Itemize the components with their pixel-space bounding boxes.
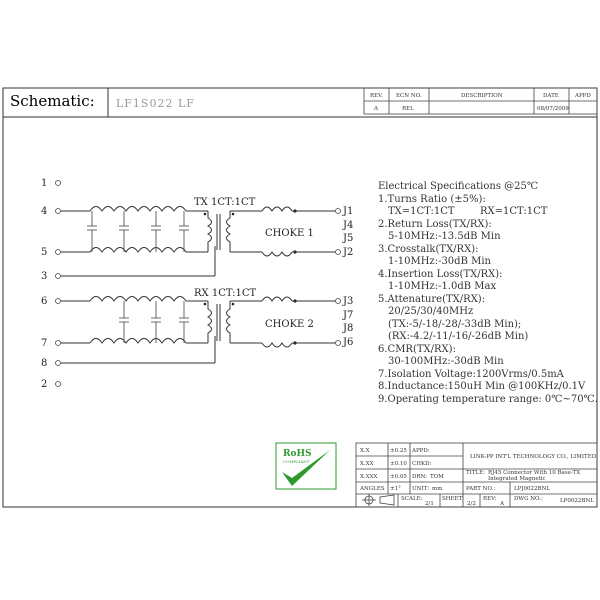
- spec-line: TX=1CT:1CT RX=1CT:1CT: [388, 206, 548, 217]
- jack-j3: J3: [343, 296, 354, 307]
- appd-header: APPD: [575, 93, 591, 99]
- spec-line: 6.CMR(TX/RX):: [378, 344, 456, 355]
- drn-field: DRN:: [412, 474, 428, 480]
- date-header: DATE: [543, 93, 559, 99]
- scale-field: SCALE:: [401, 496, 423, 502]
- pin-5: 5: [41, 247, 48, 258]
- jack-j4: J4: [343, 220, 354, 231]
- spec-line: (TX:-5/-18/-28/-33dB Min);: [388, 319, 522, 330]
- title-value-2: Integrated Magnetic: [488, 476, 546, 482]
- rohs-label: RoHS: [283, 449, 312, 459]
- rev-value: A: [374, 106, 378, 112]
- tol-x-label: X.X: [360, 448, 370, 454]
- jack-j5: J5: [343, 233, 354, 244]
- tx-ratio-label: TX 1CT:1CT: [194, 197, 256, 208]
- title-field: TITLE:: [466, 470, 486, 476]
- jack-j8: J8: [343, 323, 354, 334]
- angles-label: ANGLES: [360, 486, 385, 492]
- tol-xx-value: ±0.10: [390, 461, 407, 467]
- spec-line: 4.Insertion Loss(TX/RX):: [378, 269, 503, 280]
- tol-xxx-label: X.XXX: [360, 474, 378, 480]
- ecn-value: REL: [402, 106, 414, 112]
- pin-4: 4: [41, 206, 48, 217]
- tol-xxx-value: ±0.05: [390, 474, 407, 480]
- sheet-value: 2/2: [467, 501, 476, 507]
- jack-j2: J2: [343, 247, 354, 258]
- spec-line: 3.Crosstalk(TX/RX):: [378, 244, 479, 255]
- unit-field: UNIT:: [412, 486, 429, 492]
- circuit: [41, 178, 353, 390]
- pin-2: 2: [41, 379, 48, 390]
- pin-8: 8: [41, 358, 48, 369]
- appd-field: APPD:: [412, 448, 430, 454]
- spec-heading: Electrical Specifications @25℃: [378, 181, 539, 192]
- spec-line: 1.Turns Ratio (±5%):: [378, 194, 486, 205]
- rohs-badge: [276, 443, 336, 489]
- tol-x-value: ±0.25: [390, 448, 407, 454]
- spec-line: 7.Isolation Voltage:1200Vrms/0.5mA: [378, 369, 564, 380]
- spec-line: 1-10MHz:-30dB Min: [388, 256, 491, 267]
- electrical-specs: [378, 181, 598, 405]
- dwg-value: LP0022BNL: [560, 498, 594, 504]
- sheet-field: SHEET:: [442, 496, 464, 502]
- revision-table: [364, 88, 597, 114]
- pin-1: 1: [41, 178, 48, 189]
- scale-value: 2/1: [425, 501, 434, 507]
- jack-j7: J7: [343, 310, 354, 321]
- jack-j6: J6: [343, 337, 354, 348]
- chkd-field: CHKD:: [412, 461, 432, 467]
- rohs-sublabel: COMPLIANT: [283, 459, 310, 464]
- part-no-value: LPJ0022BNL: [514, 486, 551, 492]
- part-label: LF1S022 LF: [116, 97, 195, 110]
- pin-7: 7: [41, 338, 48, 349]
- pin-3: 3: [41, 271, 48, 282]
- date-value: 08/07/2009: [537, 106, 569, 112]
- title-value-1: RJ45 Connector With 10 Base-TX: [488, 470, 581, 476]
- spec-line: 9.Operating temperature range: 0℃~70℃.: [378, 394, 598, 405]
- description-header: DESCRIPTION: [461, 93, 503, 99]
- pin-6: 6: [41, 296, 48, 307]
- schematic-heading: Schematic:: [10, 92, 95, 110]
- choke2-label: CHOKE 2: [265, 319, 314, 330]
- rev-field: REV:: [483, 496, 497, 502]
- dwg-field: DWG NO.:: [514, 496, 543, 502]
- spec-line: 8.Inductance:150uH Min @100KHz/0.1V: [378, 381, 586, 392]
- spec-line: 2.Return Loss(TX/RX):: [378, 219, 492, 230]
- unit-value: mm: [432, 486, 443, 492]
- rev-field-value: A: [500, 501, 504, 507]
- company-name: LINK-PP INT'L TECHNOLOGY CO., LIMITED: [470, 454, 597, 460]
- rev-header: REV.: [370, 93, 383, 99]
- spec-line: 5.Attenature(TX/RX):: [378, 294, 486, 305]
- angles-value: ±1°: [390, 486, 401, 492]
- spec-line: 5-10MHz:-13.5dB Min: [388, 231, 501, 242]
- choke1-label: CHOKE 1: [265, 228, 314, 239]
- spec-line: 30-100MHz:-30dB Min: [388, 356, 504, 367]
- rx-ratio-label: RX 1CT:1CT: [194, 288, 257, 299]
- spec-line: (RX:-4.2/-11/-16/-26dB Min): [388, 331, 529, 342]
- jack-j1: J1: [343, 206, 354, 217]
- projection-symbol-icon: [362, 494, 394, 506]
- title-block-table: [356, 443, 597, 507]
- drn-value: TOM: [430, 474, 444, 480]
- part-no-field: PART NO.:: [466, 486, 496, 492]
- spec-line: 20/25/30/40MHz: [388, 306, 474, 317]
- ecn-header: ECN NO.: [396, 93, 422, 99]
- spec-line: 1-10MHz:-1.0dB Max: [388, 281, 497, 292]
- tol-xx-label: X.XX: [360, 461, 374, 467]
